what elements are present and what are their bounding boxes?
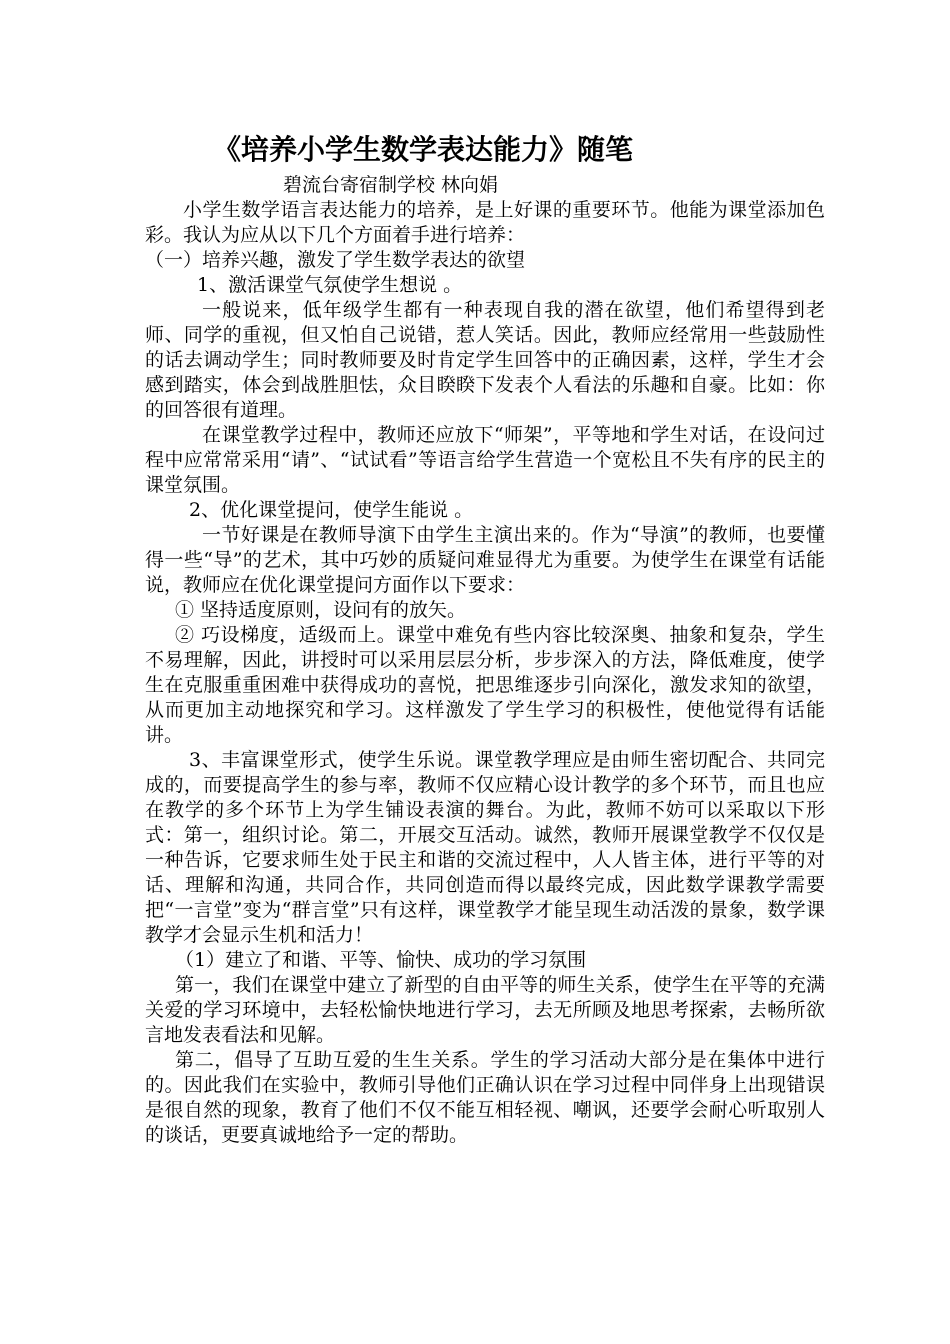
document-author: 碧流台寄宿制学校 林向娟 [283, 174, 499, 196]
section-heading-1: （一）培养兴趣，激发了学生数学表达的欲望 [145, 249, 526, 271]
list-item: ① 坚持适度原则，设问有的放矢。 [175, 599, 467, 621]
subsection-heading-3: （1）建立了和谐、平等、愉快、成功的学习氛围 [175, 949, 587, 971]
body-paragraph: 在课堂教学过程中，教师还应放下“师架”，平等地和学生对话，在设问过程中应常常采用“请”、“试试看”等语言给学生营造一个宽松且不失有序的民主的课堂氛围。 [145, 424, 825, 496]
body-paragraph: 第一，我们在课堂中建立了新型的自由平等的师生关系，使学生在平等的充满关爱的学习环境中，去轻松愉快地进行学习，去无所顾及地思考探索，去畅所欲言地发表看法和见解。 [145, 974, 825, 1046]
list-item: ② 巧设梯度，适级而上。课堂中难免有些内容比较深奥、抽象和复杂，学生不易理解，因此，讲授时可以采用层层分析，步步深入的方法，降低难度，使学生在克服重重困难中获得成功的喜悦，把思维逐步引向深化，激发求知的欲望，从而更加主动地探究和学习。这样激发了学生学习的积极性，使他觉得有话能讲。 [145, 624, 825, 746]
body-paragraph: 一般说来，低年级学生都有一种表现自我的潜在欲望，他们希望得到老师、同学的重视，但又怕自己说错，惹人笑话。因此，教师应经常用一些鼓励性的话去调动学生；同时教师要及时肯定学生回答中的正确因素，这样，学生才会感到踏实，体会到战胜胆怯，众目睽睽下发表个人看法的乐趣和自豪。比如：你的回答很有道理。 [145, 299, 825, 421]
subsection-heading-1: 1、激活课堂气氛使学生想说 。 [197, 274, 463, 296]
body-paragraph: 第二，倡导了互助互爱的生生关系。学生的学习活动大部分是在集体中进行的。因此我们在实验中，教师引导他们正确认识在学习过程中同伴身上出现错误是很自然的现象，教育了他们不仅不能互相轻视、嘲讽，还要学会耐心听取别人的谈话，更要真诚地给予一定的帮助。 [145, 1049, 825, 1146]
body-paragraph: 一节好课是在教师导演下由学生主演出来的。作为“导演”的教师，也要懂得一些“导”的艺术，其中巧妙的质疑问难显得尤为重要。为使学生在课堂有话能说，教师应在优化课堂提问方面作以下要求： [145, 524, 825, 596]
document-title: 《培养小学生数学表达能力》随笔 [213, 133, 634, 166]
subsection-heading-2: 2、优化课堂提问，使学生能说 。 [189, 499, 474, 521]
document-page [145, 130, 825, 1148]
intro-paragraph: 小学生数学语言表达能力的培养，是上好课的重要环节。他能为课堂添加色彩。我认为应从以下几个方面着手进行培养： [145, 199, 825, 246]
body-paragraph: 3、丰富课堂形式，使学生乐说。课堂教学理应是由师生密切配合、共同完成的，而要提高学生的参与率，教师不仅应精心设计教学的多个环节，而且也应在教学的多个环节上为学生铺设表演的舞台。为此，教师不妨可以采取以下形式：第一，组织讨论。第二，开展交互活动。诚然，教师开展课堂教学不仅仅是一种告诉，它要求师生处于民主和谐的交流过程中，人人皆主体，进行平等的对话、理解和沟通，共同合作，共同创造而得以最终完成，因此数学课教学需要把“一言堂”变为“群言堂”只有这样，课堂教学才能呈现生动活泼的景象，数学课教学才会显示生机和活力！ [145, 749, 825, 946]
